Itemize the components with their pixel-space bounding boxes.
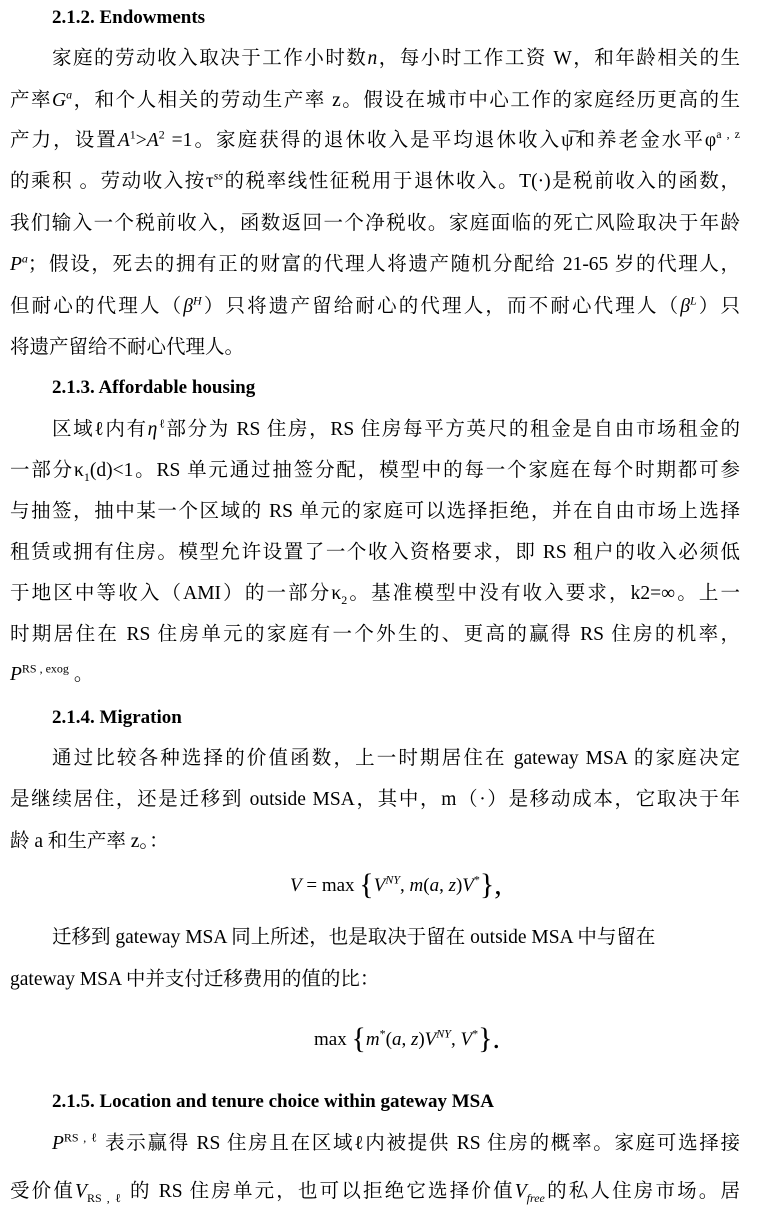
paragraph-line: $P^{RS , exog}$ 。 [10, 661, 94, 685]
paragraph-line: 龄 a 和生产率 z。： [10, 831, 169, 852]
paragraph-line: 与抽签，抽中某一个区域的 RS 单元的家庭可以选择拒绝，并在自由市场上选择 [10, 501, 740, 522]
paragraph-line: 一部分$\kappa_1(d)<1$。RS 单元通过抽签分配，模型中的每一个家庭在每个时期都可参 [10, 460, 740, 484]
paragraph-line: 将遗产留给不耐心代理人。 [10, 337, 245, 358]
section-heading-affordable-housing: 2.1.3. Affordable housing [52, 377, 256, 398]
paragraph-line: 时期居住在 RS 住房单元的家庭有一个外生的、更高的赢得 RS 住房的机率， [10, 624, 740, 645]
section-heading-migration: 2.1.4. Migration [52, 707, 182, 728]
paragraph-line: 通过比较各种选择的价值函数，上一时期居住在 gateway MSA 的家庭决定 [52, 748, 740, 769]
paragraph-line: 家庭的劳动收入取决于工作小时数n，每小时工作工资 W，和年龄相关的生 [52, 48, 740, 69]
paragraph-line: $P^a$；假设，死去的拥有正的财富的代理人将遗产随机分配给 21-65 岁的代理人， [10, 251, 740, 275]
section-heading-location-tenure: 2.1.5. Location and tenure choice within gateway MSA [52, 1091, 494, 1112]
paragraph-line: $P^{RS , \ell}$ 表示赢得 RS 住房且在区域ℓ内被提供 RS 住房的概率。家庭可选择接 [52, 1130, 741, 1154]
paragraph-line: 区域ℓ内有$\eta^\ell$部分为 RS 住房，RS 住房每平方英尺的租金是自由市场租金的 [52, 416, 741, 440]
paragraph-line: 迁移到 gateway MSA 同上所述，也是取决于留在 outside MSA 中与留在 [52, 927, 656, 948]
paragraph-line: 我们输入一个税前收入，函数返回一个净税收。家庭面临的死亡风险取决于年龄 [10, 213, 740, 234]
paragraph-line: 产力，设置$A^1>A^2 =1$。家庭获得的退休收入是平均退休收入ψ̅和养老金水平$\varphi^{a , z}$ [10, 127, 740, 151]
paragraph-line: 但耐心的代理人$(\beta^H)$只将遗产留给耐心的代理人，而不耐心代理人$(\beta^L)$只 [10, 293, 740, 317]
equation-migration-value: max {m*(a, $z)V^{NY}$, V*}. [314, 1022, 500, 1055]
paragraph-line: 受价值$V_{RS , \ell}$ 的 RS 住房单元，也可以拒绝它选择价值$V_{free}$的私人住房市场。居 [10, 1181, 740, 1205]
paragraph-line: gateway MSA 中并支付迁移费用的值的比： [10, 969, 380, 990]
paragraph-line: 租赁或拥有住房。模型允许设置了一个收入资格要求，即 RS 租户的收入必须低 [10, 542, 740, 563]
paragraph-line: 的乘积 。劳动收入按$\tau^{ss}$的税率线性征税用于退休收入。T(·)是税前收入的函数， [10, 168, 740, 192]
paragraph-line: 产率$G^a$，和个人相关的劳动生产率 z。假设在城市中心工作的家庭经历更高的生 [10, 87, 740, 111]
paragraph-line: 是继续居住，还是迁移到 outside MSA，其中，m（·）是移动成本，它取决于年 [10, 789, 740, 810]
section-heading-endowments: 2.1.2. Endowments [52, 7, 206, 28]
equation-value-function: $V = \max \{V^{NY}$, m(a, z)V*}, [290, 868, 502, 901]
paragraph-line: 于地区中等收入（AMI）的一部分$\kappa_2$。基准模型中没有收入要求，k2=∞。上一 [10, 583, 740, 607]
